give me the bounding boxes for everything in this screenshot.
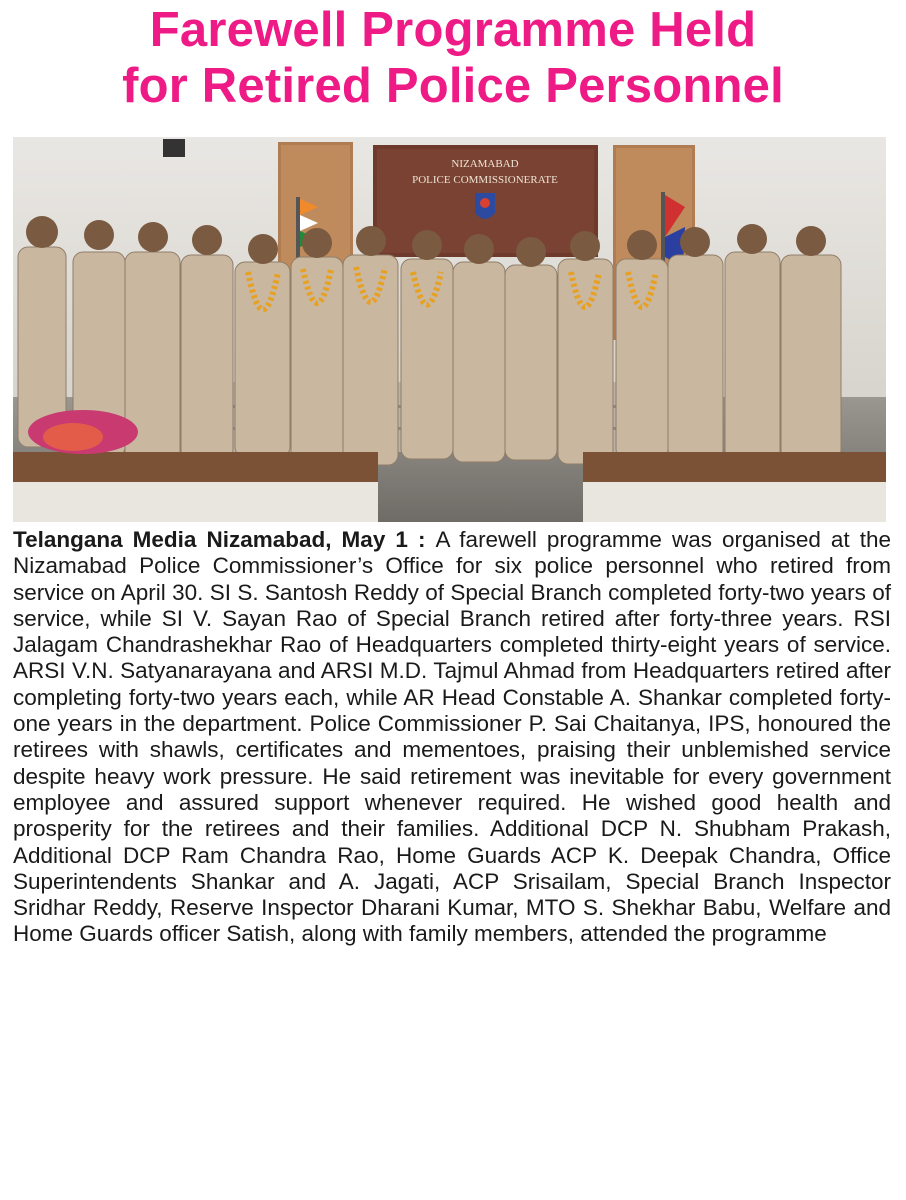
headline (0, 0, 906, 114)
headline-line-2: for Retired Police Personnel (122, 59, 784, 113)
group-photo (13, 137, 886, 522)
sign-line-2: POLICE COMMISSIONERATE (412, 174, 558, 186)
group-photo-illustration (13, 137, 886, 522)
sign-line-1: NIZAMABAD (451, 158, 519, 170)
headline-line-1: Farewell Programme Held (149, 3, 757, 57)
article-body (13, 527, 891, 948)
article-paragraph: A farewell programme was organised at the Nizamabad Police Commissioner’s Office for six police personnel who retired from service on April 30. SI S. Santosh Reddy of Special Branch completed forty-two years of service, while SI V. Sayan Rao of Special Branch retired after forty-three years. RSI Jalagam Chandrashekhar Rao of Headquarters completed thirty-eight years of service. ARSI V.N. Satyanarayana and ARSI M.D. Tajmul Ahmad from Headquarters retired after completing forty-two years each, while AR Head Constable A. Shankar completed forty-one years in the department. Police Commissioner P. Sai Chaitanya, IPS, honoured the retirees with shawls, certificates and mementoes, praising their unblemished service despite heavy work pressure. He said retirement was inevitable for every government employee and assured support whenever required. He wished good health and prosperity for the retirees and their families. Additional DCP N. Shubham Prakash, Additional DCP Ram Chandra Rao, Home Guards ACP K. Deepak Chandra, Office Superintendents Shankar and A. Jagati, ACP Srisailam, Special Branch Inspector Sridhar Reddy, Reserve Inspector Dharani Kumar, MTO S. Shekhar Babu, Welfare and Home Guards officer Satish, along with family members, attended the programme (13, 527, 891, 947)
dateline: Telangana Media Nizamabad, May 1 : (13, 527, 436, 552)
